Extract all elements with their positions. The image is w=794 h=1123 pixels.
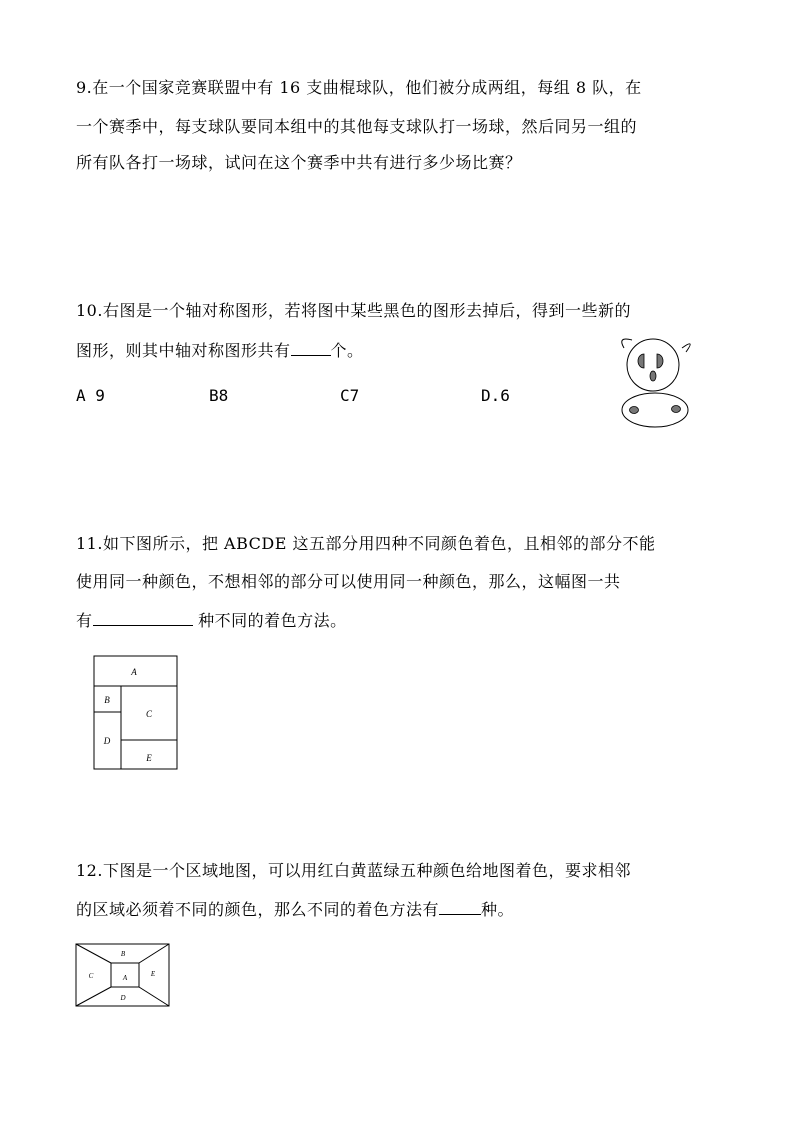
q10-option-b[interactable]: B8 xyxy=(209,386,229,405)
pig-nose xyxy=(650,371,656,381)
q9-line-1: 9.在一个国家竞赛联盟中有 16 支曲棍球队，他们被分成两组，每组 8 队，在 xyxy=(76,78,642,97)
q11-region-c: C xyxy=(145,709,153,719)
pig-left-ear xyxy=(622,339,632,348)
q11-region-e: E xyxy=(146,753,152,763)
q11-line-2: 使用同一种颜色，不想相邻的部分可以使用同一种颜色，那么，这幅图一共 xyxy=(76,572,621,591)
q11-line-3-start: 有 xyxy=(76,611,93,630)
q12-line-2-tail: 种。 xyxy=(481,900,515,919)
q11-region-a: A xyxy=(131,667,137,677)
pig-right-ear xyxy=(682,344,690,352)
q11-region-b: B xyxy=(104,695,110,705)
q12-region-c: C xyxy=(88,972,94,980)
q11-answer-blank[interactable] xyxy=(93,609,193,626)
q10-option-a[interactable]: A 9 xyxy=(76,386,105,405)
q10-answer-blank[interactable] xyxy=(291,339,331,356)
q12-answer-blank[interactable] xyxy=(439,898,481,915)
q12-line-1: 12.下图是一个区域地图，可以用红白黄蓝绿五种颜色给地图着色，要求相邻 xyxy=(76,861,631,880)
q10-line-1: 10.右图是一个轴对称图形，若将图中某些黑色的图形去掉后，得到一些新的 xyxy=(76,301,631,320)
q10-line-2 xyxy=(76,339,364,361)
pig-head xyxy=(627,339,679,391)
q11-line-1: 11.如下图所示，把 ABCDE 这五部分用四种不同颜色着色，且相邻的部分不能 xyxy=(76,534,656,553)
q12-line-2 xyxy=(76,898,514,920)
pig-left-nostril xyxy=(630,407,639,414)
q12-region-d: D xyxy=(120,994,126,1002)
q10-line-2-tail: 个。 xyxy=(330,341,364,360)
q9-line-3: 所有队各打一场球，试问在这个赛季中共有进行多少场比赛？ xyxy=(76,153,522,172)
q12-map-figure xyxy=(75,943,171,1008)
q10-line-2-text: 图形，则其中轴对称图形共有 xyxy=(76,341,291,360)
q11-region-figure xyxy=(92,655,180,771)
q12-region-b: B xyxy=(120,950,126,958)
q10-option-d[interactable]: D.6 xyxy=(481,386,510,405)
pig-right-eye xyxy=(657,354,663,368)
q11-line-3-tail: 种不同的着色方法。 xyxy=(192,611,347,630)
q10-option-c[interactable]: C7 xyxy=(340,386,360,405)
q12-region-a: A xyxy=(122,974,128,982)
q11-region-d: D xyxy=(103,736,111,746)
q9-line-2: 一个赛季中，每支球队要同本组中的其他每支球队打一场球，然后同另一组的 xyxy=(76,117,638,136)
q12-line-2-text: 的区域必须着不同的颜色，那么不同的着色方法有 xyxy=(76,900,440,919)
pig-figure xyxy=(612,330,702,435)
pig-left-eye xyxy=(638,354,644,368)
q11-line-3 xyxy=(76,609,347,631)
q12-region-e: E xyxy=(150,970,156,978)
pig-right-nostril xyxy=(672,406,681,413)
